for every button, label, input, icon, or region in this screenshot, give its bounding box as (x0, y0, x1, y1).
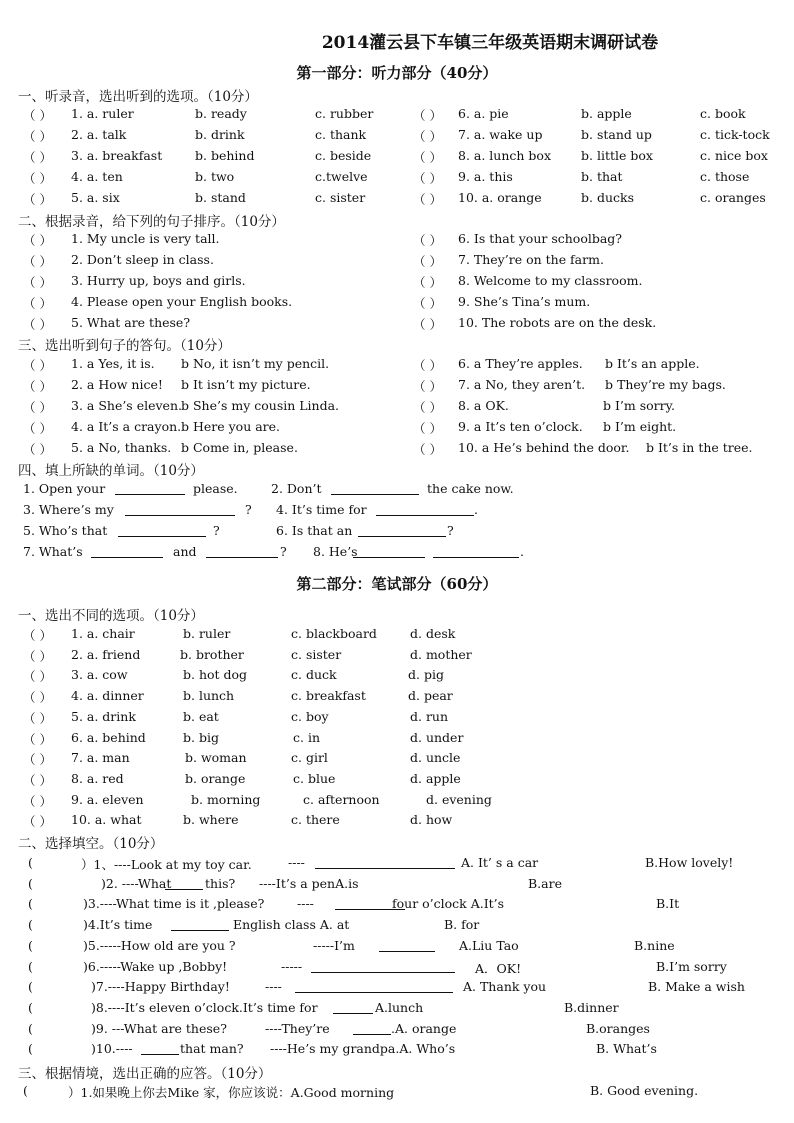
answer-paren[interactable]: （ ） (413, 108, 442, 123)
answer-blank[interactable] (331, 481, 419, 495)
question-row (413, 294, 793, 314)
option-c: c. book (700, 106, 746, 121)
question-row (413, 273, 793, 293)
option-c: c. sister (315, 190, 366, 205)
section-heading: 三、选出听到句子的答句。（10分） (18, 338, 231, 354)
option-b: B.dinner (564, 999, 619, 1015)
option-d: d. pear (408, 688, 453, 704)
answer-paren[interactable]: （ ） (23, 814, 52, 830)
question-row (23, 252, 403, 272)
option-a: 10. a. what (71, 812, 142, 828)
answer-paren[interactable]: （ ） (23, 233, 52, 248)
option-a: 9. a. this (458, 169, 513, 184)
option-b: b I’m eight. (603, 419, 677, 434)
option-a: 4. a. ten (71, 169, 123, 184)
question-text: ）1、----Look at my toy car. (81, 857, 252, 872)
option-d: d. apple (410, 770, 461, 786)
question-text: ----It’s a penA.is (259, 875, 359, 891)
option-a: 1. a Yes, it is. (71, 356, 155, 371)
option-b: b. that (581, 169, 623, 184)
option-c: c. those (700, 169, 750, 184)
question-text: )5.-----How old are you ? (83, 937, 236, 953)
fill-line (23, 502, 783, 522)
option-b: b. stand up (581, 127, 652, 142)
question-text: )3.----What time is it ,please? (83, 896, 265, 912)
section-heading: 四、填上所缺的单词。（10分） (18, 463, 204, 479)
question-text: ---- (288, 855, 305, 870)
sentence: 10. The robots are on the desk. (458, 315, 657, 330)
option-c: c. girl (291, 750, 328, 766)
part-two-heading: 第二部分：笔试部分（60分） (296, 575, 498, 593)
option-a: 1. a. chair (71, 626, 135, 641)
option-c: c. sister (291, 646, 342, 662)
section-heading: 三、根据情境，选出正确的应答。（10分） (18, 1066, 272, 1082)
question-text: ----They’re (265, 1020, 330, 1036)
question-text: that man? (180, 1041, 244, 1057)
question-row (413, 231, 793, 251)
answer-paren[interactable]: （ ） (23, 648, 52, 664)
question-text: A. It’ s a car (461, 855, 539, 870)
answer-paren[interactable]: （ ） (23, 108, 52, 123)
option-a: 2. a. talk (71, 127, 127, 142)
option-a: 8. a. red (71, 770, 124, 786)
question-row (413, 148, 793, 168)
sentence: 3. Hurry up, boys and girls. (71, 273, 246, 288)
question-row (23, 647, 623, 667)
option-c: c. blue (293, 770, 336, 786)
question-text: )4.It’s time (83, 917, 153, 933)
answer-paren[interactable]: （ ） (413, 358, 442, 373)
fill-text: 4. It’s time for (276, 502, 367, 517)
question-row (23, 315, 403, 335)
question-row (23, 148, 403, 168)
question-row (23, 440, 403, 460)
answer-paren[interactable]: （ ） (23, 669, 52, 685)
question-text: this? (205, 875, 236, 891)
fill-text: 2. Don’t (271, 481, 322, 496)
answer-paren[interactable]: （ ） (23, 358, 52, 373)
option-b: b. ready (195, 106, 247, 121)
fill-line (23, 544, 783, 564)
option-b: b. brother (180, 646, 244, 662)
answer-paren[interactable]: （ ） (413, 129, 442, 144)
option-c: c. blackboard (291, 626, 377, 641)
option-a: 3. a. cow (71, 667, 128, 683)
option-a: 8. a. lunch box (458, 148, 551, 163)
option-a: 2. a How nice! (71, 377, 163, 392)
fill-text: 5. Who’s that (23, 523, 108, 538)
fill-text: ? (280, 544, 287, 559)
sentence: 7. They’re on the farm. (458, 252, 604, 267)
option-b: b. hot dog (183, 667, 248, 683)
fill-text: 6. Is that an (276, 523, 353, 538)
question-row (23, 106, 403, 126)
question-row (23, 876, 773, 896)
answer-paren[interactable]: （ ） (23, 129, 52, 144)
answer-paren[interactable]: （ ） (413, 400, 442, 415)
sentence: 2. Don’t sleep in class. (71, 252, 214, 267)
answer-blank[interactable] (353, 1021, 391, 1035)
answer-paren[interactable]: （ ） (413, 171, 442, 186)
answer-paren[interactable]: （ ） (413, 421, 442, 436)
answer-blank[interactable] (141, 1041, 179, 1055)
sentence: 8. Welcome to my classroom. (458, 273, 643, 288)
option-b: b. little box (581, 148, 653, 163)
answer-paren[interactable]: （ ） (413, 150, 442, 165)
answer-paren[interactable]: （ ） (23, 150, 52, 165)
question-row (23, 356, 403, 376)
option-b: B.are (528, 875, 562, 891)
fill-text: . (474, 502, 478, 517)
option-b: b. big (183, 729, 219, 745)
question-text: )6.-----Wake up ,Bobby! (83, 958, 228, 974)
question-row (23, 1021, 773, 1041)
fill-text: . (520, 544, 524, 559)
question-row (413, 377, 793, 397)
answer-paren[interactable]: （ ） (23, 400, 52, 415)
option-d: d. under (410, 729, 464, 745)
question-text: English class A. at (233, 917, 350, 933)
question-row (23, 959, 773, 979)
answer-blank[interactable] (315, 855, 455, 869)
answer-paren[interactable]: ( (28, 875, 33, 891)
question-row (23, 169, 403, 189)
answer-paren[interactable]: （ ） (23, 772, 52, 788)
question-text: )10.---- (91, 1041, 133, 1057)
question-row (23, 377, 403, 397)
sentence: 5. What are these? (71, 315, 191, 330)
answer-blank[interactable] (165, 876, 203, 890)
option-d: d. pig (408, 667, 444, 683)
option-b: b. drink (195, 127, 245, 142)
answer-paren[interactable]: ( (28, 896, 33, 912)
question-row (23, 896, 773, 916)
option-b: b. where (183, 812, 239, 828)
question-row (413, 398, 793, 418)
fill-text: please. (193, 481, 238, 496)
answer-paren[interactable]: （ ） (23, 752, 52, 768)
question-row (23, 419, 403, 439)
answer-paren[interactable]: （ ） (23, 731, 52, 747)
answer-paren[interactable]: （ ） (413, 275, 442, 290)
answer-blank[interactable] (433, 544, 519, 558)
option-c: c. beside (315, 148, 372, 163)
option-b: b. ruler (183, 626, 231, 641)
page-title: 2014灌云县下车镇三年级英语期末调研试卷 (321, 33, 659, 53)
answer-paren[interactable]: ( (28, 979, 33, 995)
question-row (23, 938, 773, 958)
fill-text: and (173, 544, 197, 559)
question-row (23, 979, 773, 999)
question-row (413, 315, 793, 335)
answer-paren[interactable]: （ ） (413, 296, 442, 311)
answer-paren[interactable]: （ ） (23, 379, 52, 394)
option-a: 7. a. wake up (458, 127, 543, 142)
question-row (23, 855, 773, 875)
answer-blank[interactable] (353, 544, 425, 558)
question-row (23, 792, 623, 812)
answer-paren[interactable]: （ ） (413, 379, 442, 394)
option-a: 5. a. drink (71, 708, 136, 724)
section-heading: 二、根据录音，给下列的句子排序。（10分） (18, 214, 285, 230)
question-text: ---- (265, 979, 282, 995)
fill-text: 8. He’s (313, 544, 358, 559)
option-d: d. mother (410, 646, 472, 662)
answer-paren[interactable]: （ ） (23, 421, 52, 436)
option-b: B. for (444, 917, 480, 933)
question-row (413, 106, 793, 126)
question-text: four o’clock A.It’s (392, 896, 505, 912)
option-b: B.I’m sorry (656, 958, 727, 974)
question-text: )2. ----What (101, 875, 172, 891)
answer-blank[interactable] (91, 544, 163, 558)
option-b: b She’s my cousin Linda. (181, 398, 340, 413)
answer-paren[interactable]: （ ） (23, 690, 52, 706)
option-a: 6. a. pie (458, 106, 509, 121)
option-c: c. boy (291, 708, 329, 724)
question-row (413, 356, 793, 376)
question-row (23, 709, 623, 729)
option-d: d. run (410, 708, 449, 724)
option-a: 3. a She’s eleven. (71, 398, 182, 413)
question-row (413, 440, 793, 460)
answer-paren[interactable]: （ ） (23, 192, 52, 207)
question-row (23, 127, 403, 147)
sentence: 9. She’s Tina’s mum. (458, 294, 591, 309)
question-row (23, 812, 623, 832)
section-heading: 一、选出不同的选项。（10分） (18, 608, 204, 624)
option-b: B.oranges (586, 1020, 650, 1036)
answer-paren[interactable]: （ ） (413, 233, 442, 248)
option-a: 3. a. breakfast (71, 148, 163, 163)
option-b: b They’re my bags. (605, 377, 726, 392)
fill-text: 3. Where’s my (23, 502, 114, 517)
question-row (23, 1041, 773, 1061)
option-c: c.twelve (315, 169, 368, 184)
option-c: c. thank (315, 127, 367, 142)
fill-text: ? (213, 523, 220, 538)
question-row (23, 771, 623, 791)
option-a: 10. a. orange (458, 190, 542, 205)
sentence: 6. Is that your schoolbag? (458, 231, 623, 246)
answer-paren[interactable]: （ ） (23, 317, 52, 332)
answer-blank[interactable] (115, 481, 185, 495)
answer-paren[interactable]: （ ） (23, 296, 52, 311)
question-row (23, 750, 623, 770)
option-b: b. stand (195, 190, 246, 205)
option-d: d. uncle (410, 750, 461, 766)
option-c: c. rubber (315, 106, 374, 121)
answer-blank[interactable] (379, 938, 435, 952)
question-text: -----I’m (313, 937, 355, 953)
option-a: 8. a OK. (458, 398, 509, 413)
question-row (23, 273, 403, 293)
question-text: )8.----It’s eleven o’clock.It’s time for (91, 999, 318, 1015)
option-b: B.nine (634, 937, 675, 953)
question-text: ----He’s my grandpa.A. Who’s (270, 1041, 456, 1057)
question-text: )7.----Happy Birthday! (91, 979, 230, 995)
answer-blank[interactable] (333, 1000, 373, 1014)
question-row (23, 917, 773, 937)
question-row (413, 252, 793, 272)
question-row (413, 127, 793, 147)
option-b: b It’s in the tree. (646, 440, 753, 455)
option-a: 4. a It’s a crayon. (71, 419, 182, 434)
option-c: c. nice box (700, 148, 768, 163)
option-d: d. how (410, 812, 453, 828)
answer-paren[interactable]: ( (28, 1020, 33, 1036)
option-b: b. morning (191, 791, 261, 807)
fill-text: 1. Open your (23, 481, 106, 496)
answer-paren[interactable]: （ ） (23, 628, 52, 643)
option-b: b. woman (185, 750, 247, 766)
question-row (23, 688, 623, 708)
question-text: A．OK! (475, 960, 522, 976)
answer-blank[interactable] (118, 523, 206, 537)
option-a: 9. a It’s ten o’clock. (458, 419, 583, 434)
question-row (23, 1083, 783, 1103)
question-row (23, 730, 623, 750)
option-b: b Here you are. (181, 419, 281, 434)
question-text: ----- (281, 958, 303, 974)
option-c: c. duck (291, 667, 337, 683)
answer-paren[interactable]: （ ） (23, 710, 52, 726)
question-row (23, 294, 403, 314)
fill-line (23, 481, 783, 501)
answer-blank[interactable] (376, 502, 474, 516)
answer-paren[interactable]: （ ） (23, 171, 52, 186)
option-d: d. evening (426, 791, 492, 807)
option-b: B. What’s (596, 1041, 657, 1057)
sentence: 4. Please open your English books. (71, 294, 293, 309)
option-b: B. Make a wish (648, 979, 745, 995)
answer-paren[interactable]: （ ） (413, 192, 442, 207)
fill-text: the cake now. (427, 481, 514, 496)
question-text: A.Liu Tao (459, 937, 519, 953)
answer-paren[interactable]: （ ） (23, 442, 52, 457)
option-c: c. afternoon (303, 791, 380, 807)
answer-blank[interactable] (206, 544, 278, 558)
answer-paren[interactable]: ( (28, 855, 33, 870)
option-a: 1. a. ruler (71, 106, 134, 121)
option-b: b. eat (183, 708, 219, 724)
answer-blank[interactable] (358, 523, 446, 537)
question-row (23, 231, 403, 251)
section-heading: 二、选择填空。（10分） (18, 836, 164, 852)
question-row (413, 169, 793, 189)
fill-text: 7. What’s (23, 544, 83, 559)
option-a: 5. a. six (71, 190, 120, 205)
option-b: b. ducks (581, 190, 634, 205)
question-row (23, 398, 403, 418)
option-b: b. lunch (183, 688, 235, 704)
answer-blank[interactable] (171, 917, 229, 931)
option-a: 10. a He’s behind the door. (458, 440, 630, 455)
question-text: .A. orange (391, 1020, 457, 1036)
answer-blank[interactable] (125, 502, 235, 516)
option-a: 6. a They’re apples. (458, 356, 583, 371)
q7-paren[interactable]: ( (23, 1083, 28, 1098)
option-b: b Come in, please. (181, 440, 298, 455)
option-b: B.It (656, 896, 680, 912)
option-b: B.How lovely! (645, 855, 734, 870)
option-b: b I’m sorry. (603, 398, 675, 413)
option-a: 2. a. friend (71, 646, 141, 662)
answer-blank[interactable] (311, 959, 455, 973)
option-a: 5. a No, thanks. (71, 440, 172, 455)
answer-paren[interactable]: ( (28, 958, 33, 974)
option-b: b It isn’t my picture. (181, 377, 311, 392)
answer-paren[interactable]: ( (28, 1041, 33, 1057)
question-text: ---- (297, 896, 314, 912)
option-d: d. desk (410, 626, 456, 641)
option-a: 7. a No, they aren’t. (458, 377, 586, 392)
answer-paren[interactable]: （ ） (413, 317, 442, 332)
answer-paren[interactable]: ( (28, 999, 33, 1015)
answer-paren[interactable]: （ ） (413, 254, 442, 269)
option-a: 6. a. behind (71, 729, 146, 745)
option-a: 9. a. eleven (71, 791, 144, 807)
option-b: b. orange (185, 770, 246, 786)
answer-blank[interactable] (295, 979, 453, 993)
option-b: b. apple (581, 106, 632, 121)
fill-text: ? (245, 502, 252, 517)
option-c: c. there (291, 812, 340, 828)
q7-option: B. Good evening. (590, 1083, 699, 1098)
fill-line (23, 523, 783, 543)
answer-paren[interactable]: （ ） (413, 442, 442, 457)
question-row (413, 190, 793, 210)
option-b: b. two (195, 169, 235, 184)
question-row (23, 190, 403, 210)
option-c: c. in (293, 729, 320, 745)
option-c: c. oranges (700, 190, 766, 205)
section-heading: 一、听录音，选出听到的选项。（10分） (18, 89, 258, 105)
answer-paren[interactable]: （ ） (23, 254, 52, 269)
question-text: A.lunch (375, 999, 424, 1015)
option-b: b No, it isn’t my pencil. (181, 356, 330, 371)
answer-paren[interactable]: ( (28, 937, 33, 953)
question-row (23, 626, 623, 646)
option-a: 7. a. man (71, 750, 130, 766)
option-c: c. breakfast (291, 688, 366, 704)
q7-question: ）1.如果晚上你去Mike 家，你应该说：A.Good morning (68, 1085, 395, 1100)
fill-text: ? (447, 523, 454, 538)
option-b: b It’s an apple. (605, 356, 700, 371)
question-row (23, 667, 623, 687)
answer-paren[interactable]: ( (28, 917, 33, 933)
answer-paren[interactable]: （ ） (23, 793, 52, 809)
sentence: 1. My uncle is very tall. (71, 231, 220, 246)
option-c: c. tick-tock (700, 127, 770, 142)
option-a: 4. a. dinner (71, 688, 144, 704)
option-b: b. behind (195, 148, 255, 163)
part-one-heading: 第一部分：听力部分（40分） (296, 64, 498, 82)
answer-paren[interactable]: （ ） (23, 275, 52, 290)
question-text: A. Thank you (463, 979, 547, 995)
question-text: )9. ---What are these? (91, 1020, 227, 1036)
question-row (413, 419, 793, 439)
question-row (23, 1000, 773, 1020)
